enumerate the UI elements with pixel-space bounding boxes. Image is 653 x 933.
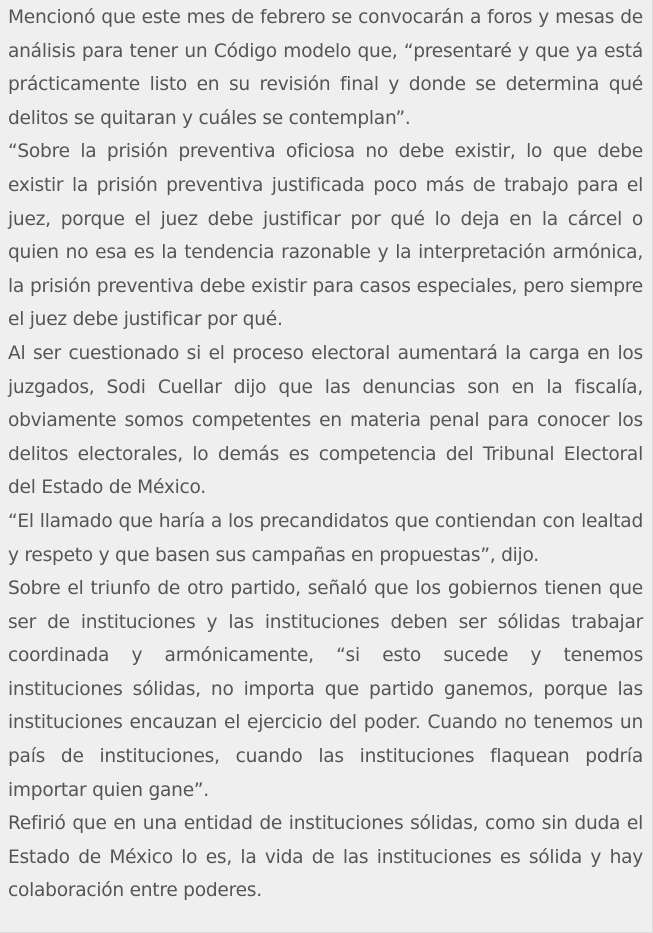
article-paragraph: Al ser cuestionado si el proceso electoral aumentará la carga en los juzgados, Sodi Cuellar dijo que las denuncias son en la fiscalía, obviamente somos competentes en materia penal para conocer los delitos electorales, lo demás es competencia del Tribunal Electoral del Estado de México.: [8, 342, 643, 499]
article-paragraph: Mencionó que este mes de febrero se convocarán a foros y mesas de análisis para tener un Código modelo que, “presentaré y que ya está prácticamente listo en su revisión final y donde se determina qué delitos se quitaran y cuáles se contemplan”.: [8, 7, 643, 129]
article-paragraph: Refirió que en una entidad de instituciones sólidas, como sin duda el Estado de México lo es, la vida de las instituciones es sólida y hay colaboración entre poderes.: [8, 813, 643, 902]
article-paragraph: Sobre el triunfo de otro partido, señaló que los gobiernos tienen que ser de instituciones y las instituciones deben ser sólidas trabajar coordinada y armónicamente, “si esto sucede y tenemos instituciones sólidas, no importa que partido ganemos, porque las instituciones encauzan el ejercicio del poder. Cuando no tenemos un país de instituciones, cuando las instituciones flaquean podría importar quien gane”.: [8, 578, 643, 801]
article-paragraph: “El llamado que haría a los precandidatos que contiendan con lealtad y respeto y que basen sus campañas en propuestas”, dijo.: [8, 510, 643, 566]
article-paragraph: “Sobre la prisión preventiva oficiosa no debe existir, lo que debe existir la prisión preventiva justificada poco más de trabajo para el juez, porque el juez debe justificar por qué lo deja en la cárcel o quien no esa es la tendencia razonable y la interpretación armónica, la prisión preventiva debe existir para casos especiales, pero siempre el juez debe justificar por qué.: [8, 141, 643, 331]
